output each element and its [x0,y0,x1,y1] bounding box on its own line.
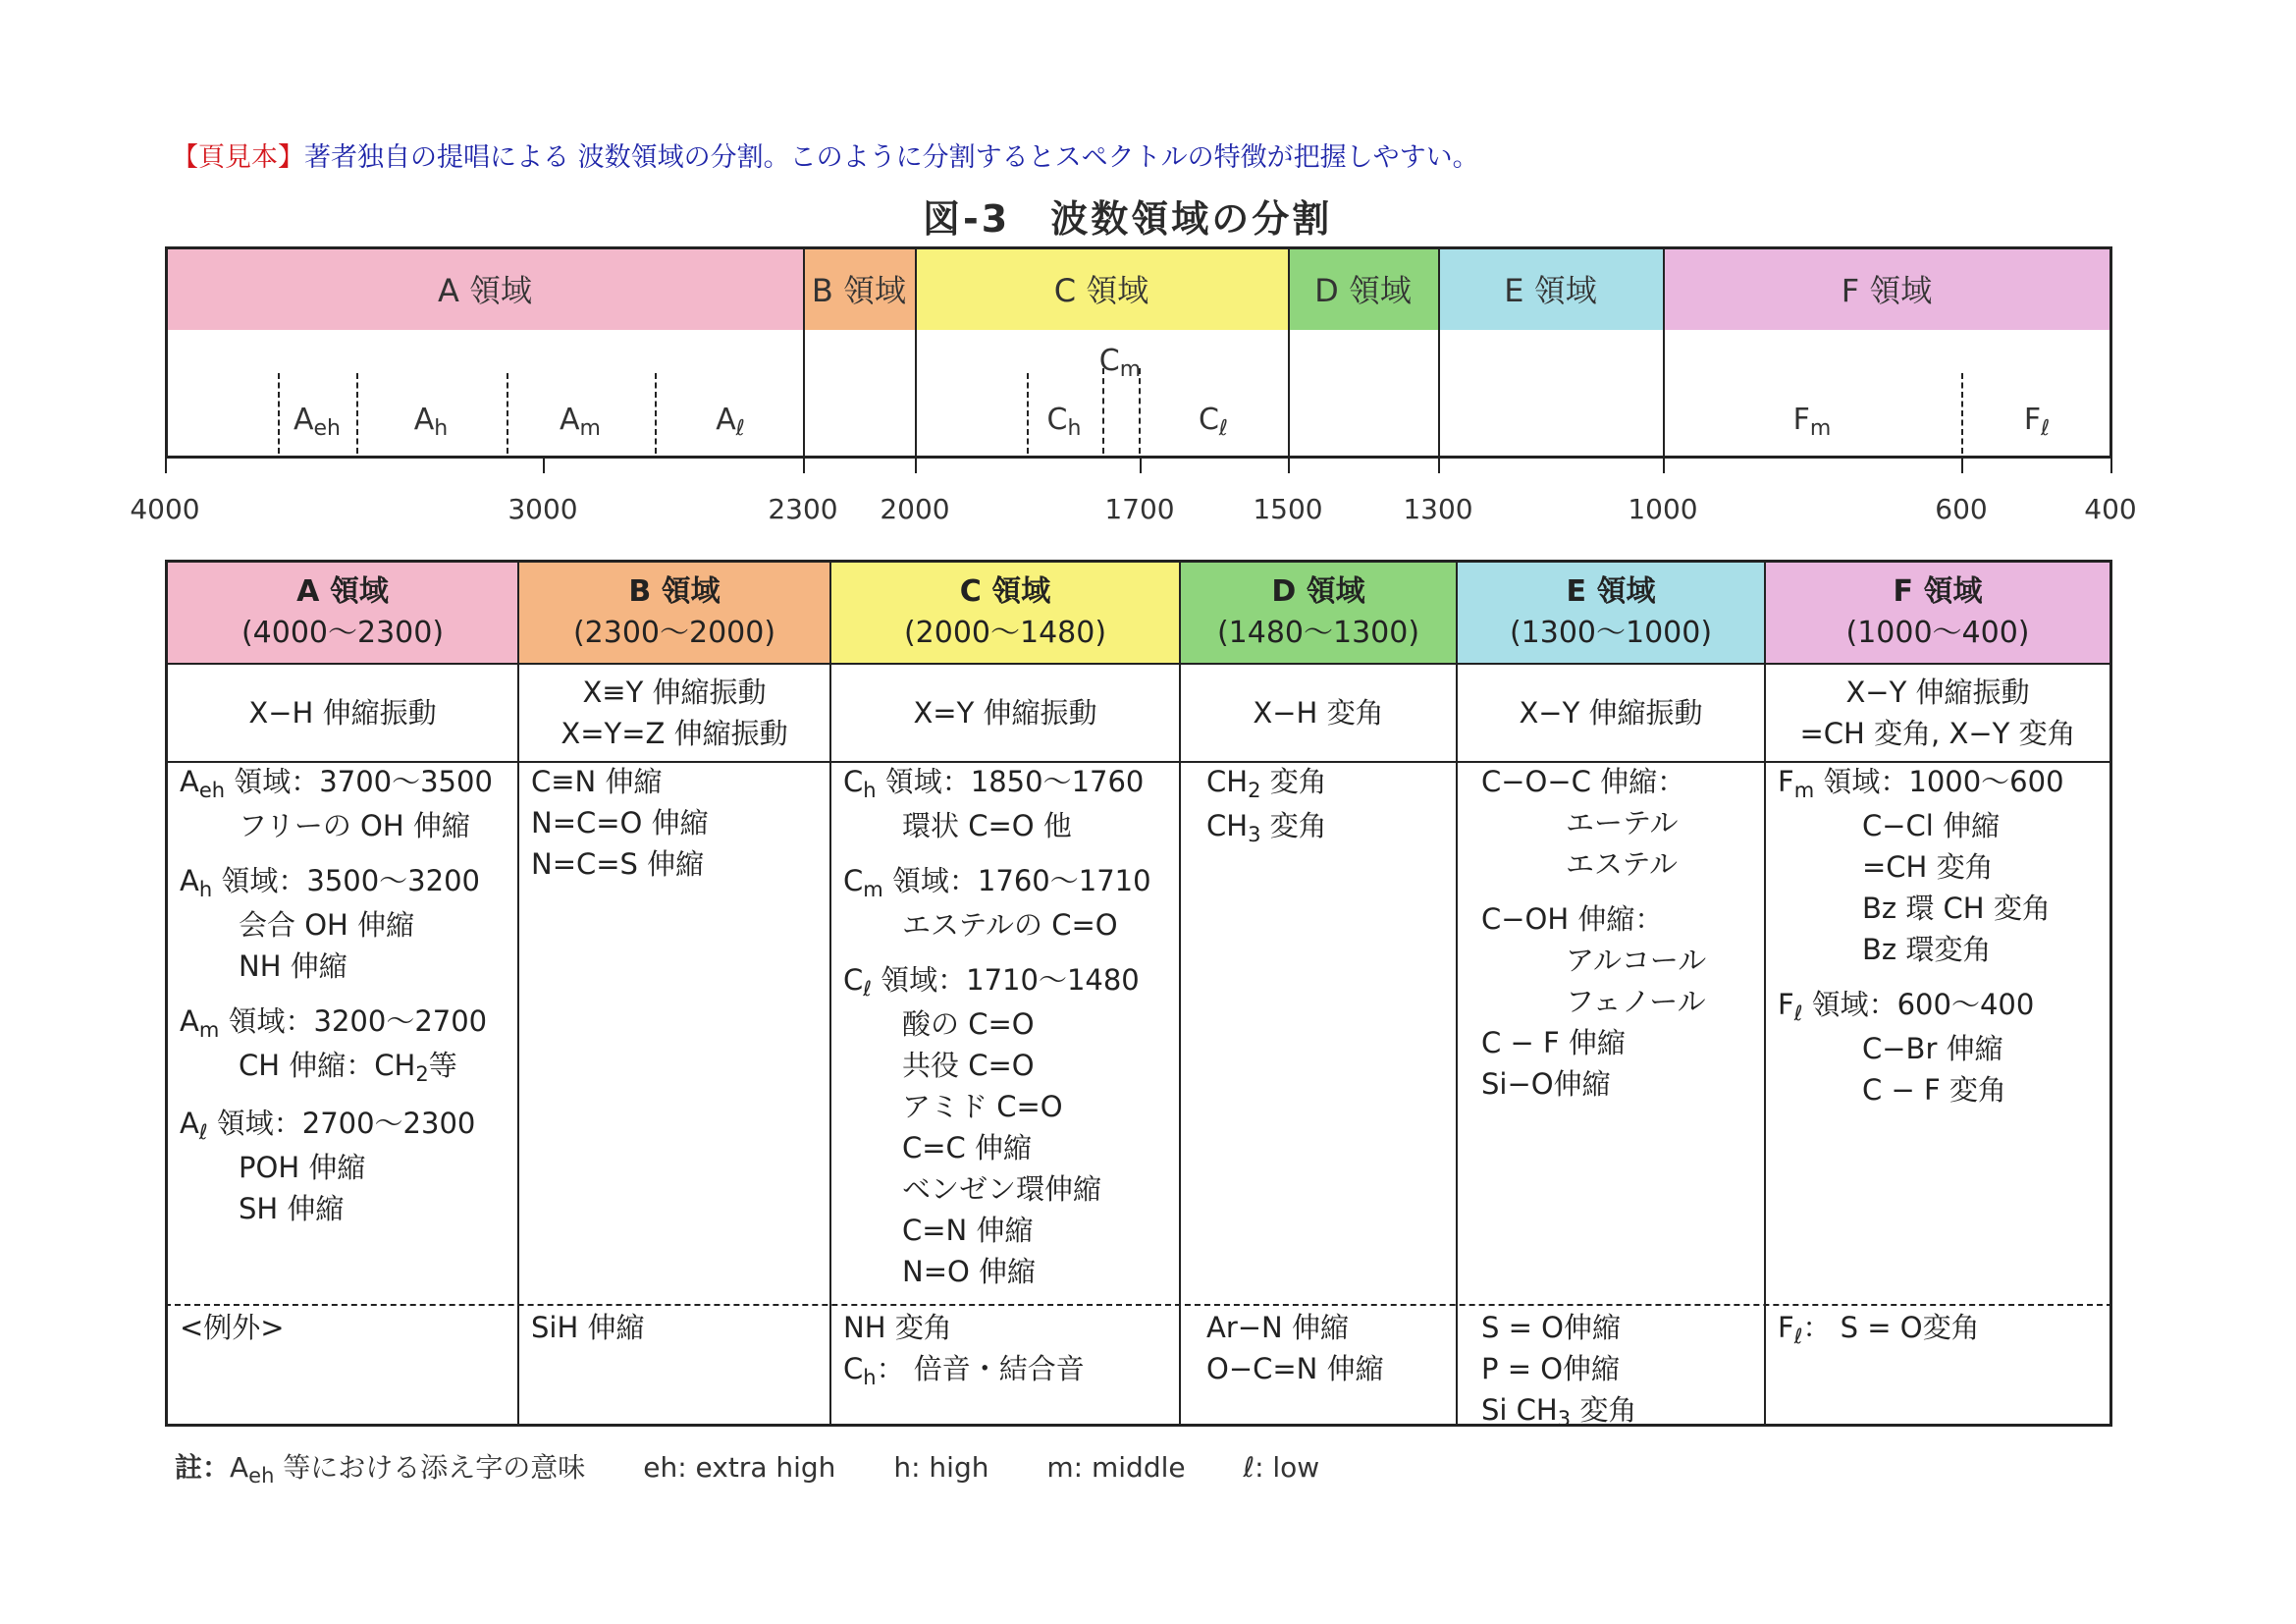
axis-label-3000: 3000 [507,493,578,525]
line-b-3: N=C=S 伸縮 [531,847,705,881]
tick-1300 [1438,458,1440,473]
line-am-d1: CH 伸縮：$CH_2$等 [239,1049,457,1086]
axis-label-600: 600 [1935,493,1988,525]
axis-label-4000: 4000 [130,493,200,525]
exception-e: S = O伸縮 P = O伸縮 Si $CH_3$ 変角 [1481,1307,1758,1434]
exception-e-line3: Si $CH_3$ 変角 [1481,1393,1637,1431]
line-al-d1: POH 伸縮 [239,1151,366,1184]
label-cm: $C_m$ [1098,344,1142,382]
header-e-range: (1300〜1000) [1509,616,1713,650]
column-d [1181,563,1458,1424]
header-e-name: E 領域 [1566,574,1656,609]
column-b [519,563,831,1424]
line-al: $A_\ell$ 領域：2700〜2300 [180,1107,476,1144]
band-a: A 領域 [167,246,803,330]
line-ch-d1: 環状 C=O 他 [902,809,1072,842]
dash-aeh-ah [356,373,358,454]
header-a [168,563,517,665]
line-am: $A_m$ 領域：3200〜2700 [180,1004,488,1042]
line-cl-d5: ベンゼン環伸縮 [902,1172,1102,1206]
divider-d [1288,246,1290,457]
label-fl: $F_\ell$ [2023,403,2051,441]
exception-b: SiH 伸縮 [531,1311,645,1344]
header-f [1766,563,2109,665]
header-c [831,563,1179,665]
header-c-range: (2000〜1480) [903,616,1107,650]
line-fm-d2: =CH 変角 [1862,850,1994,884]
exception-d: Ar−N 伸縮 O−C=N 伸縮 [1206,1311,1384,1385]
line-ch: $C_h$ 領域：1850〜1760 [843,765,1145,802]
column-a [168,563,519,1424]
header-b-name: B 領域 [628,574,721,609]
divider-b [803,246,805,457]
tick-1500 [1288,458,1290,473]
note-eh: eh: extra high [643,1451,836,1484]
line-fm-d4: Bz 環変角 [1862,933,1992,966]
band-f: F 領域 [1663,246,2110,330]
exception-f: $F_\ell$： S = O変角 [1778,1311,1980,1348]
line-fm-d3: Bz 環 CH 変角 [1862,892,2051,925]
label-aeh: $A_{eh}$ [293,403,342,441]
line-coc-d1: エーテル [1566,806,1679,839]
axis-label-1000: 1000 [1628,493,1698,525]
line-cl-d3: アミド C=O [902,1090,1063,1123]
vibration-d: X−H 変角 [1181,665,1456,763]
caption-text: 著者独自の提唱による 波数領域の分割。このように分割するとスペクトルの特徴が把握しやすい。 [304,142,1479,173]
band-b: B 領域 [803,246,915,330]
tick-2000 [915,458,917,473]
line-ch2: $CH_2$ 変角 [1206,765,1327,802]
header-a-range: (4000〜2300) [240,616,445,650]
tick-600 [1961,458,1963,473]
label-ah: $A_h$ [413,403,449,441]
line-al-d2: SH 伸縮 [239,1192,345,1225]
line-coc-d2: エステル [1566,847,1678,881]
note-l: ℓ: low [1243,1451,1320,1484]
column-c [831,563,1181,1424]
band-e: E 領域 [1438,246,1663,330]
axis-label-2000: 2000 [880,493,950,525]
dash-ch-left [1027,373,1029,454]
line-coh-d2: フェノール [1566,985,1706,1018]
line-fl: $F_\ell$ 領域：600〜400 [1778,988,2035,1025]
line-aeh: $A_{eh}$ 領域：3700〜3500 [180,765,493,802]
content-b [531,761,824,885]
exception-separator [165,1304,2112,1306]
label-al: $A_\ell$ [716,403,745,441]
dash-aeh-left [278,373,280,454]
header-a-name: A 領域 [296,574,389,609]
line-cl-d1: 酸の C=O [902,1007,1035,1041]
line-cm: $C_m$ 領域：1760〜1710 [843,864,1151,901]
vibration-c: X=Y 伸縮振動 [831,665,1179,763]
line-ah-d2: NH 伸縮 [239,949,347,983]
line-cl-d2: 共役 C=O [902,1049,1035,1082]
exception-c-line2: $C_h$： 倍音・結合音 [843,1352,1085,1389]
header-f-range: (1000〜400) [1845,616,2030,650]
line-cl-d6: C=N 伸縮 [902,1214,1034,1247]
label-am: $A_m$ [560,403,601,441]
tick-400 [2110,458,2112,473]
caption [172,135,1479,174]
line-fm-d1: C−Cl 伸縮 [1862,809,2001,842]
footnote: 註：$A_{eh}$ 等における添え字の意味 eh: extra high h: high m: middle ℓ: low [175,1451,1320,1488]
content-f [1778,761,2104,1110]
tick-4000 [165,458,167,473]
line-cl-d4: C=C 伸縮 [902,1131,1033,1164]
label-ch: $C_h$ [1046,403,1082,441]
line-coh: C−OH 伸縮： [1481,902,1664,936]
line-cm-d1: エステルの C=O [902,908,1118,942]
axis-label-1500: 1500 [1253,493,1323,525]
line-sio: Si−O伸縮 [1481,1067,1611,1101]
header-d-range: (1480〜1300) [1216,616,1420,650]
header-b [519,563,829,665]
line-fl-d2: C − F 変角 [1862,1073,2006,1107]
header-f-name: F 領域 [1893,574,1983,609]
label-fm: $F_m$ [1792,403,1832,441]
line-b-2: N=C=O 伸縮 [531,806,709,839]
divider-f [1663,246,1665,457]
column-e [1458,563,1766,1431]
axis-label-2300: 2300 [768,493,838,525]
note-m: m: middle [1046,1451,1186,1484]
line-b-1: C≡N 伸縮 [531,765,663,798]
divider-e [1438,246,1440,457]
header-d-name: D 領域 [1271,574,1365,609]
region-table [165,560,2112,1431]
line-ch3: $CH_3$ 変角 [1206,809,1327,846]
tick-1700 [1140,458,1142,473]
line-fm: $F_m$ 領域：1000〜600 [1778,765,2064,802]
vibration-b: X≡Y 伸縮振動 X=Y=Z 伸縮振動 [519,665,829,763]
note-h: h: high [893,1451,989,1484]
header-c-name: C 領域 [959,574,1051,609]
label-cl: $C_\ell$ [1198,403,1229,441]
dash-ah-am [507,373,508,454]
axis-label-400: 400 [2084,493,2137,525]
exception-a: <例外> [180,1311,285,1344]
vibration-f: X−Y 伸縮振動 =CH 変角, X−Y 変角 [1766,665,2109,763]
figure-title: 図-3 波数領域の分割 [923,197,1333,241]
line-fl-d1: C−Br 伸縮 [1862,1032,2003,1065]
tick-2300 [803,458,805,473]
line-coc: C−O−C 伸縮： [1481,765,1686,798]
axis-label-1700: 1700 [1104,493,1175,525]
column-f [1766,563,2109,1424]
header-d [1181,563,1456,665]
tick-3000 [543,458,545,473]
header-e [1458,563,1764,665]
line-cl-d7: N=O 伸縮 [902,1255,1037,1288]
vibration-a: X−H 伸縮振動 [168,665,517,763]
axis-label-1300: 1300 [1403,493,1473,525]
vibration-e: X−Y 伸縮振動 [1458,665,1764,763]
divider-c [915,246,917,457]
line-ah: $A_h$ 領域：3500〜3200 [180,864,480,901]
dash-fm-fl [1961,373,1963,454]
exception-c: NH 変角 $C_h$： 倍音・結合音 [843,1307,1173,1392]
band-d: D 領域 [1288,246,1438,330]
line-cf: C − F 伸縮 [1481,1026,1626,1059]
content-c [843,761,1173,1292]
line-coh-d1: アルコール [1566,944,1707,977]
line-ah-d1: 会合 OH 伸縮 [239,908,415,942]
caption-tag: 【頁見本】 [172,142,304,173]
content-d [1206,761,1450,849]
axis-line [165,456,2112,459]
band-c: C 領域 [915,246,1288,330]
content-e [1481,761,1758,1105]
dash-am-al [655,373,657,454]
content-a [180,761,511,1229]
header-b-range: (2300〜2000) [572,616,776,650]
dash-ch-cm [1102,368,1104,454]
tick-1000 [1663,458,1665,473]
line-cl: $C_\ell$ 領域：1710〜1480 [843,963,1140,1001]
line-aeh-d1: フリーの OH 伸縮 [239,809,470,842]
